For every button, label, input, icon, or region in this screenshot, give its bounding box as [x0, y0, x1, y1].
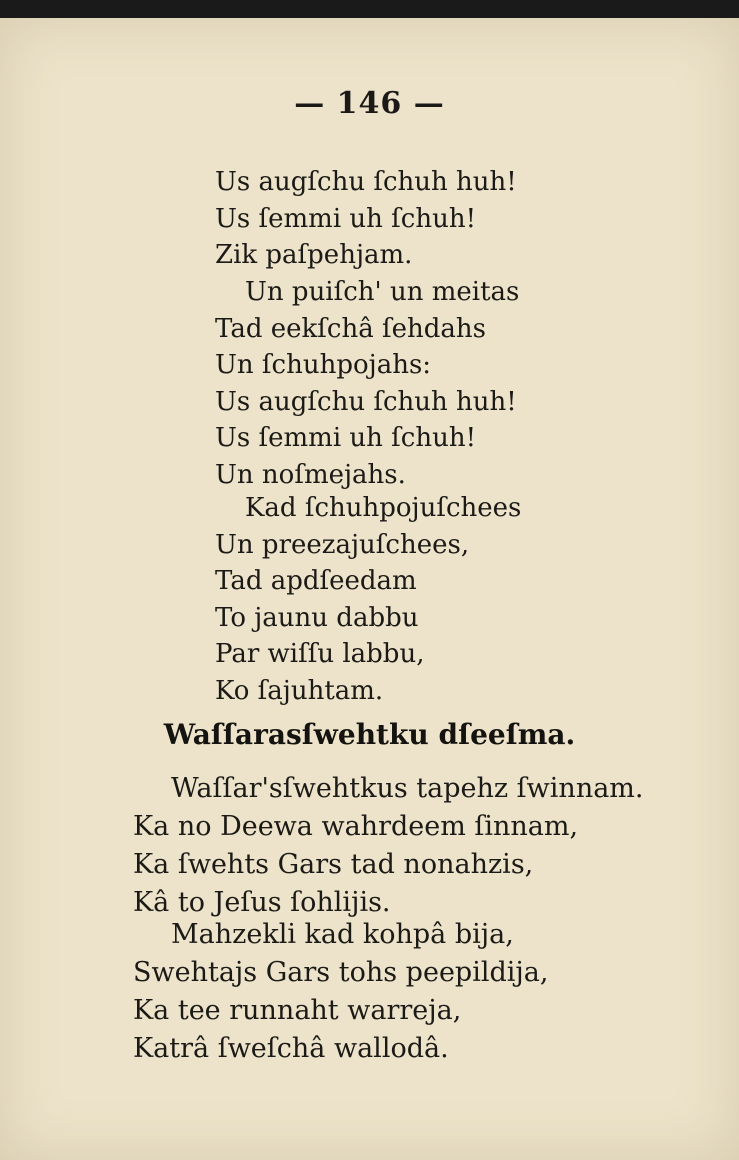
- verse-line: Waſſar'sſwehtkus tapehz ſwinnam.: [171, 773, 644, 804]
- verse-line: Par wiſſu labbu,: [215, 639, 425, 669]
- stanza-3: [215, 490, 521, 709]
- verse-line: Un puiſch' un meitas: [245, 277, 520, 307]
- verse-line: Un preezajuſchees,: [215, 529, 470, 560]
- verse-line: Mahzekli kad kohpâ bija,: [171, 919, 514, 950]
- verse-line: Us augſchu ſchuh huh!: [215, 167, 517, 197]
- verse-line: Us ſemmi uh ſchuh!: [215, 203, 477, 234]
- verse-line: Swehtajs Gars tohs peepildija,: [133, 957, 549, 988]
- verse-line: Us ſemmi uh ſchuh!: [215, 423, 477, 453]
- verse-line: Zik paſpehjam.: [215, 240, 413, 270]
- song-stanza-2: [133, 916, 548, 1068]
- song-title: Waſſarasſwehtku dſeeſma.: [163, 718, 576, 751]
- verse-line: Tad apdſeedam: [215, 566, 417, 596]
- verse-line: Un ſchuhpojahs:: [215, 350, 432, 380]
- verse-line: Ka tee runnaht warreja,: [133, 995, 462, 1026]
- stanza-1: [215, 164, 517, 274]
- verse-line: To jaunu dabbu: [215, 602, 419, 633]
- verse-line: Us augſchu ſchuh huh!: [215, 386, 517, 417]
- book-page: [0, 18, 739, 1160]
- verse-line: Ko ſajuhtam.: [215, 675, 384, 706]
- verse-line: Tad eekſchâ ſehdahs: [215, 313, 486, 344]
- stanza-2: [215, 274, 519, 493]
- verse-line: Ka ſwehts Gars tad nonahzis,: [133, 849, 534, 880]
- song-stanza-1: [133, 770, 644, 922]
- verse-line: Ka no Deewa wahrdeem ſinnam,: [133, 811, 579, 842]
- verse-line: Kâ to Jeſus ſohlijis.: [133, 887, 391, 918]
- verse-line: Kad ſchuhpojuſchees: [245, 493, 522, 523]
- page-number: — 146 —: [294, 86, 445, 121]
- verse-line: Katrâ ſweſchâ wallodâ.: [133, 1033, 449, 1064]
- verse-line: Un noſmejahs.: [215, 459, 406, 490]
